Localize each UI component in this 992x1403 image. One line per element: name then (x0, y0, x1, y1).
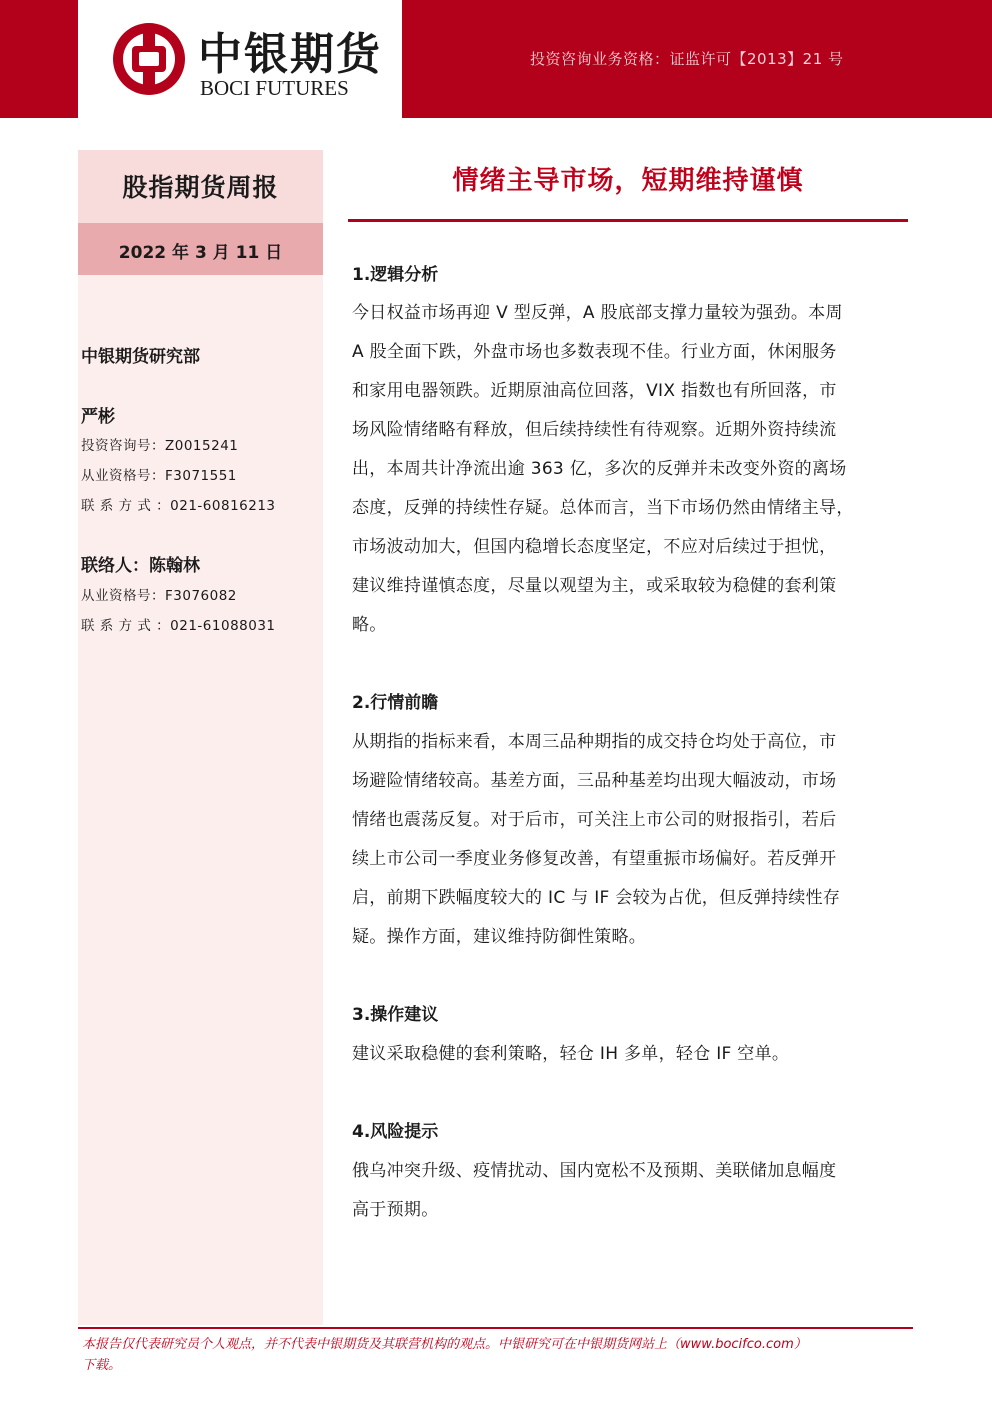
department: 中银期货研究部 (81, 347, 200, 367)
brand-name-en: BOCI FUTURES (200, 76, 349, 100)
paragraph-line: 启，前期下跌幅度较大的 IC 与 IF 会较为占优，但反弹持续性存 (352, 888, 841, 908)
boc-logo-icon (110, 20, 188, 98)
header-red-band-left (0, 0, 78, 118)
analyst-qual-no: 从业资格号：F3071551 (81, 468, 237, 484)
section-title-logic-analysis: 1.逻辑分析 (352, 265, 439, 285)
page-header (0, 0, 992, 118)
paragraph-line: 疑。操作方面，建议维持防御性策略。 (352, 927, 647, 947)
contact-person-qual-no: 从业资格号：F3076082 (81, 588, 237, 604)
section-title-market-outlook: 2.行情前瞻 (352, 693, 439, 713)
analyst-consult-no: 投资咨询号：Z0015241 (81, 438, 239, 454)
analyst-contact: 联 系 方 式 ：021-60816213 (81, 498, 276, 514)
paragraph-line: 态度，反弹的持续性存疑。总体而言，当下市场仍然由情绪主导， (352, 498, 854, 518)
section-title-operation-advice: 3.操作建议 (352, 1005, 439, 1025)
paragraph-line: 建议维持谨慎态度，尽量以观望为主，或采取较为稳健的套利策 (352, 576, 837, 596)
paragraph-line: 场避险情绪较高。基差方面，三品种基差均出现大幅波动，市场 (352, 771, 837, 791)
report-title: 情绪主导市场，短期维持谨慎 (452, 166, 804, 196)
analyst-name: 严彬 (81, 407, 115, 427)
section-title-risk-warning: 4.风险提示 (352, 1122, 439, 1142)
paragraph-line: 从期指的指标来看，本周三品种期指的成交持仓均处于高位，市 (352, 732, 837, 752)
paragraph-line: A 股全面下跌，外盘市场也多数表现不佳。行业方面，休闲服务 (352, 342, 837, 362)
title-divider (348, 219, 908, 222)
disclaimer-line: 下载。 (82, 1358, 122, 1373)
contact-person-name: 联络人：陈翰林 (81, 556, 200, 576)
contact-person-contact: 联 系 方 式 ：021-61088031 (81, 618, 276, 634)
paragraph-line: 出，本周共计净流出逾 363 亿，多次的反弹并未改变外资的离场 (352, 459, 847, 479)
report-type-box (78, 150, 323, 223)
brand-name-cn: 中银期货 (198, 29, 382, 80)
footer-divider (78, 1327, 913, 1329)
report-date: 2022 年 3 月 11 日 (118, 243, 283, 263)
date-box (78, 223, 323, 275)
paragraph-line: 场风险情绪略有释放，但后续持续性有待观察。近期外资持续流 (352, 420, 837, 440)
paragraph-line: 建议采取稳健的套利策略，轻仓 IH 多单，轻仓 IF 空单。 (352, 1044, 790, 1064)
report-type: 股指期货周报 (122, 173, 279, 202)
paragraph-line: 俄乌冲突升级、疫情扰动、国内宽松不及预期、美联储加息幅度 (352, 1161, 837, 1181)
paragraph-line: 和家用电器领跌。近期原油高位回落，VIX 指数也有所回落，市 (352, 381, 837, 401)
sidebar (78, 150, 323, 1325)
disclaimer-line: 本报告仅代表研究员个人观点，并不代表中银期货及其联营机构的观点。中银研究可在中银期货网站上（www.bocifco.com） (82, 1337, 807, 1352)
paragraph-line: 市场波动加大，但国内稳增长态度坚定，不应对后续过于担忧， (352, 537, 837, 557)
license-text: 投资咨询业务资格：证监许可【2013】21 号 (530, 50, 844, 68)
paragraph-line: 情绪也震荡反复。对于后市，可关注上市公司的财报指引，若后 (352, 810, 837, 830)
paragraph-line: 略。 (352, 615, 387, 635)
paragraph-line: 续上市公司一季度业务修复改善，有望重振市场偏好。若反弹开 (352, 849, 837, 869)
paragraph-line: 今日权益市场再迎 V 型反弹，A 股底部支撑力量较为强劲。本周 (352, 303, 843, 323)
paragraph-line: 高于预期。 (352, 1200, 439, 1220)
